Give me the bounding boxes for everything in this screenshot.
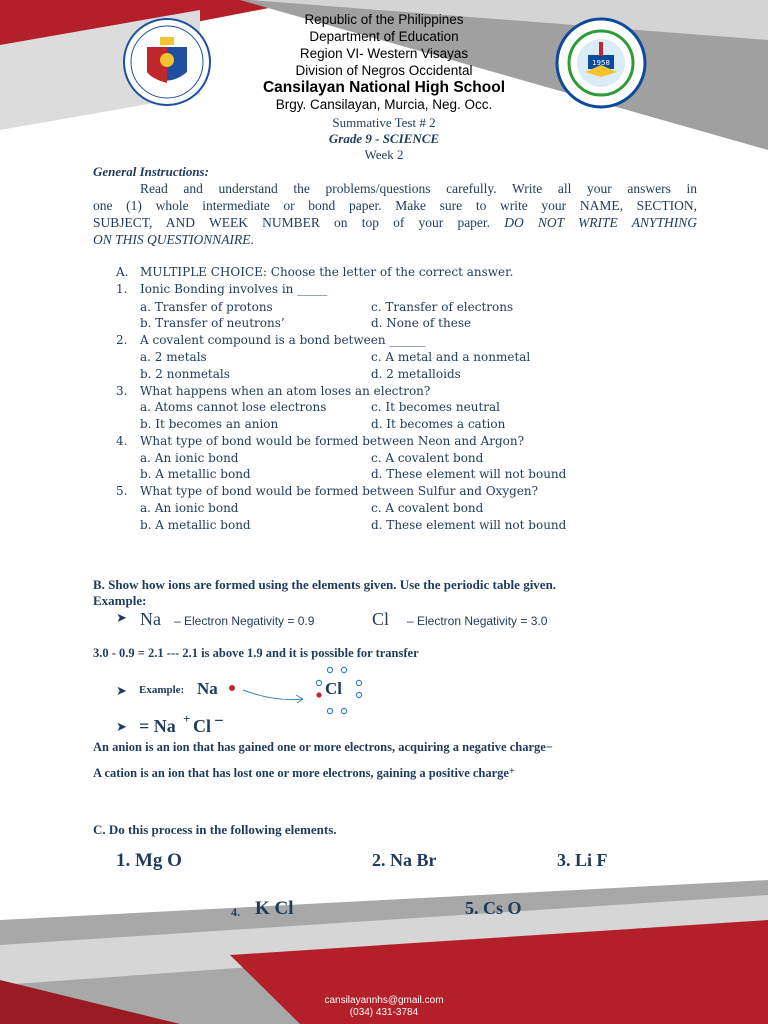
part-c-item-4-number: 4. (231, 905, 240, 919)
question-5-choice-d: d. These element will not bound (371, 518, 567, 532)
footer-contact (0, 995, 768, 1019)
cl-electronegativity: – Electron Negativity = 3.0 (407, 614, 548, 628)
test-title: Summative Test # 2 (332, 115, 436, 130)
cl-electron (341, 708, 346, 713)
header-republic: Republic of the Philippines (304, 12, 464, 27)
question-5-choice-b: b. A metallic bond (140, 518, 251, 532)
cl-electron (327, 667, 332, 672)
electronegativity-calculation: 3.0 - 0.9 = 2.1 --- 2.1 is above 1.9 and it is possible for transfer (93, 646, 419, 660)
week-label: Week 2 (364, 147, 404, 162)
cation-text: A cation is an ion that has lost one or more electrons, gaining a positive charge (93, 766, 509, 780)
question-5-text: What type of bond would be formed between Sulfur and Oxygen? (140, 484, 539, 498)
header-division: Division of Negros Occidental (295, 63, 473, 78)
result-minus-charge: − (214, 711, 224, 730)
example-2-label: Example: (139, 684, 185, 696)
instructions-line-2: one (1) whole intermediate or bond paper. Make sure to write your NAME, SECTION, (93, 198, 697, 213)
question-4-number: 4. (116, 434, 128, 448)
question-4-choice-b: b. A metallic bond (140, 467, 251, 481)
question-3-choice-d: d. It becomes a cation (371, 417, 506, 431)
question-3-number: 3. (116, 384, 128, 398)
part-c-item-1: 1. Mg O (116, 850, 182, 871)
instructions-paragraph (93, 180, 697, 248)
result-cl: Cl (193, 716, 211, 736)
grade-subject: Grade 9 - SCIENCE (328, 131, 440, 146)
result-equals-na: = Na (139, 716, 176, 736)
footer-email: cansilayannhs@gmail.com (324, 995, 444, 1006)
part-c-item-2: 2. Na Br (372, 850, 437, 870)
question-4-choice-c: c. A covalent bond (371, 451, 484, 465)
test-title-block (200, 115, 568, 163)
anion-definition (93, 740, 553, 755)
question-4-choice-a: a. An ionic bond (140, 451, 239, 465)
part-b-heading: B. Show how ions are formed using the elements given. Use the periodic table given. (93, 577, 557, 592)
cation-definition (93, 766, 515, 781)
header-address: Brgy. Cansilayan, Murcia, Neg. Occ. (275, 97, 493, 112)
na-electron-dot (229, 685, 235, 691)
bullet-arrow-icon: ➤ (116, 720, 127, 735)
question-2-choice-a: a. 2 metals (140, 350, 207, 364)
cl-electron (327, 708, 332, 713)
electron-transfer-diagram (225, 662, 370, 717)
question-1-choice-a: a. Transfer of protons (140, 300, 273, 314)
question-1-choice-c: c. Transfer of electrons (371, 300, 514, 314)
question-5-choice-c: c. A covalent bond (371, 501, 484, 515)
instructions-line-3 (93, 214, 697, 231)
question-3-choice-a: a. Atoms cannot lose electrons (140, 400, 327, 414)
bullet-arrow-icon: ➤ (116, 684, 127, 699)
example-2-cl: Cl (325, 679, 342, 698)
transfer-arrow (243, 690, 303, 700)
instructions-warning-2: ON THIS QUESTIONNAIRE (93, 232, 251, 247)
header-school-name: Cansilayan National High School (262, 79, 505, 96)
question-5-choice-a: a. An ionic bond (140, 501, 239, 515)
na-electronegativity: – Electron Negativity = 0.9 (174, 614, 315, 628)
cl-electron (356, 680, 361, 685)
question-3-choice-b: b. It becomes an anion (140, 417, 279, 431)
cl-electron (316, 680, 321, 685)
question-2-choice-c: c. A metal and a nonmetal (371, 350, 531, 364)
question-1-text: Ionic Bonding involves in _____ (140, 282, 328, 296)
question-3-choice-c: c. It becomes neutral (371, 400, 501, 414)
question-1-choice-b: b. Transfer of neutrons’ (140, 316, 285, 330)
part-c-item-3: 3. Li F (557, 850, 608, 870)
header-department: Department of Education (309, 29, 459, 44)
deped-seal-icon (122, 17, 212, 107)
question-5-number: 5. (116, 484, 128, 498)
result-plus-charge: + (183, 711, 191, 726)
instructions-period: . (250, 232, 254, 247)
deped-seal-logo (122, 17, 212, 107)
question-1-choice-d: d. None of these (371, 316, 472, 330)
question-3-text: What happens when an atom loses an electron? (140, 384, 431, 398)
part-a-heading: MULTIPLE CHOICE: Choose the letter of the correct answer. (140, 265, 514, 279)
part-b-example-label: Example: (93, 593, 147, 608)
footer-phone: (034) 431-3784 (349, 1007, 419, 1018)
question-1-number: 1. (116, 282, 128, 296)
school-seal-year: 1958 (592, 59, 610, 67)
instructions-line-1: Read and understand the problems/questions carefully. Write all your answers in (140, 181, 697, 196)
part-a-marker: A. (116, 265, 129, 279)
na-symbol: Na (140, 609, 161, 629)
instructions-heading: General Instructions: (93, 164, 209, 179)
question-2-text: A covalent compound is a bond between ______ (140, 333, 426, 347)
question-2-choice-b: b. 2 nonmetals (140, 367, 230, 381)
school-seal-logo (555, 17, 647, 109)
instructions-line-3a: SUBJECT, AND WEEK NUMBER on top of your paper. (93, 215, 505, 230)
instructions-warning: DO NOT WRITE ANYTHING (504, 215, 697, 230)
question-4-choice-d: d. These element will not bound (371, 467, 567, 481)
cl-symbol: Cl (372, 609, 390, 629)
bullet-arrow-icon: ➤ (116, 611, 127, 626)
cation-mark: + (508, 766, 515, 777)
letterhead (200, 11, 568, 113)
part-c-heading: C. Do this process in the following elements. (93, 822, 337, 837)
anion-text: An anion is an ion that has gained one or more electrons, acquiring a negative charge (93, 740, 546, 754)
part-c-item-5: 5. Cs O (465, 898, 522, 918)
header-region: Region VI- Western Visayas (299, 46, 469, 61)
transferred-electron (316, 692, 321, 697)
example-2-na: Na (197, 679, 218, 698)
part-c-item-4: K Cl (255, 898, 294, 919)
cl-electron (341, 667, 346, 672)
question-4-text: What type of bond would be formed between Neon and Argon? (140, 434, 525, 448)
school-seal-icon (555, 17, 647, 109)
anion-mark: − (545, 740, 553, 754)
question-2-choice-d: d. 2 metalloids (371, 367, 461, 381)
instructions-line-4 (93, 231, 697, 248)
cl-electron (356, 692, 361, 697)
question-2-number: 2. (116, 333, 128, 347)
